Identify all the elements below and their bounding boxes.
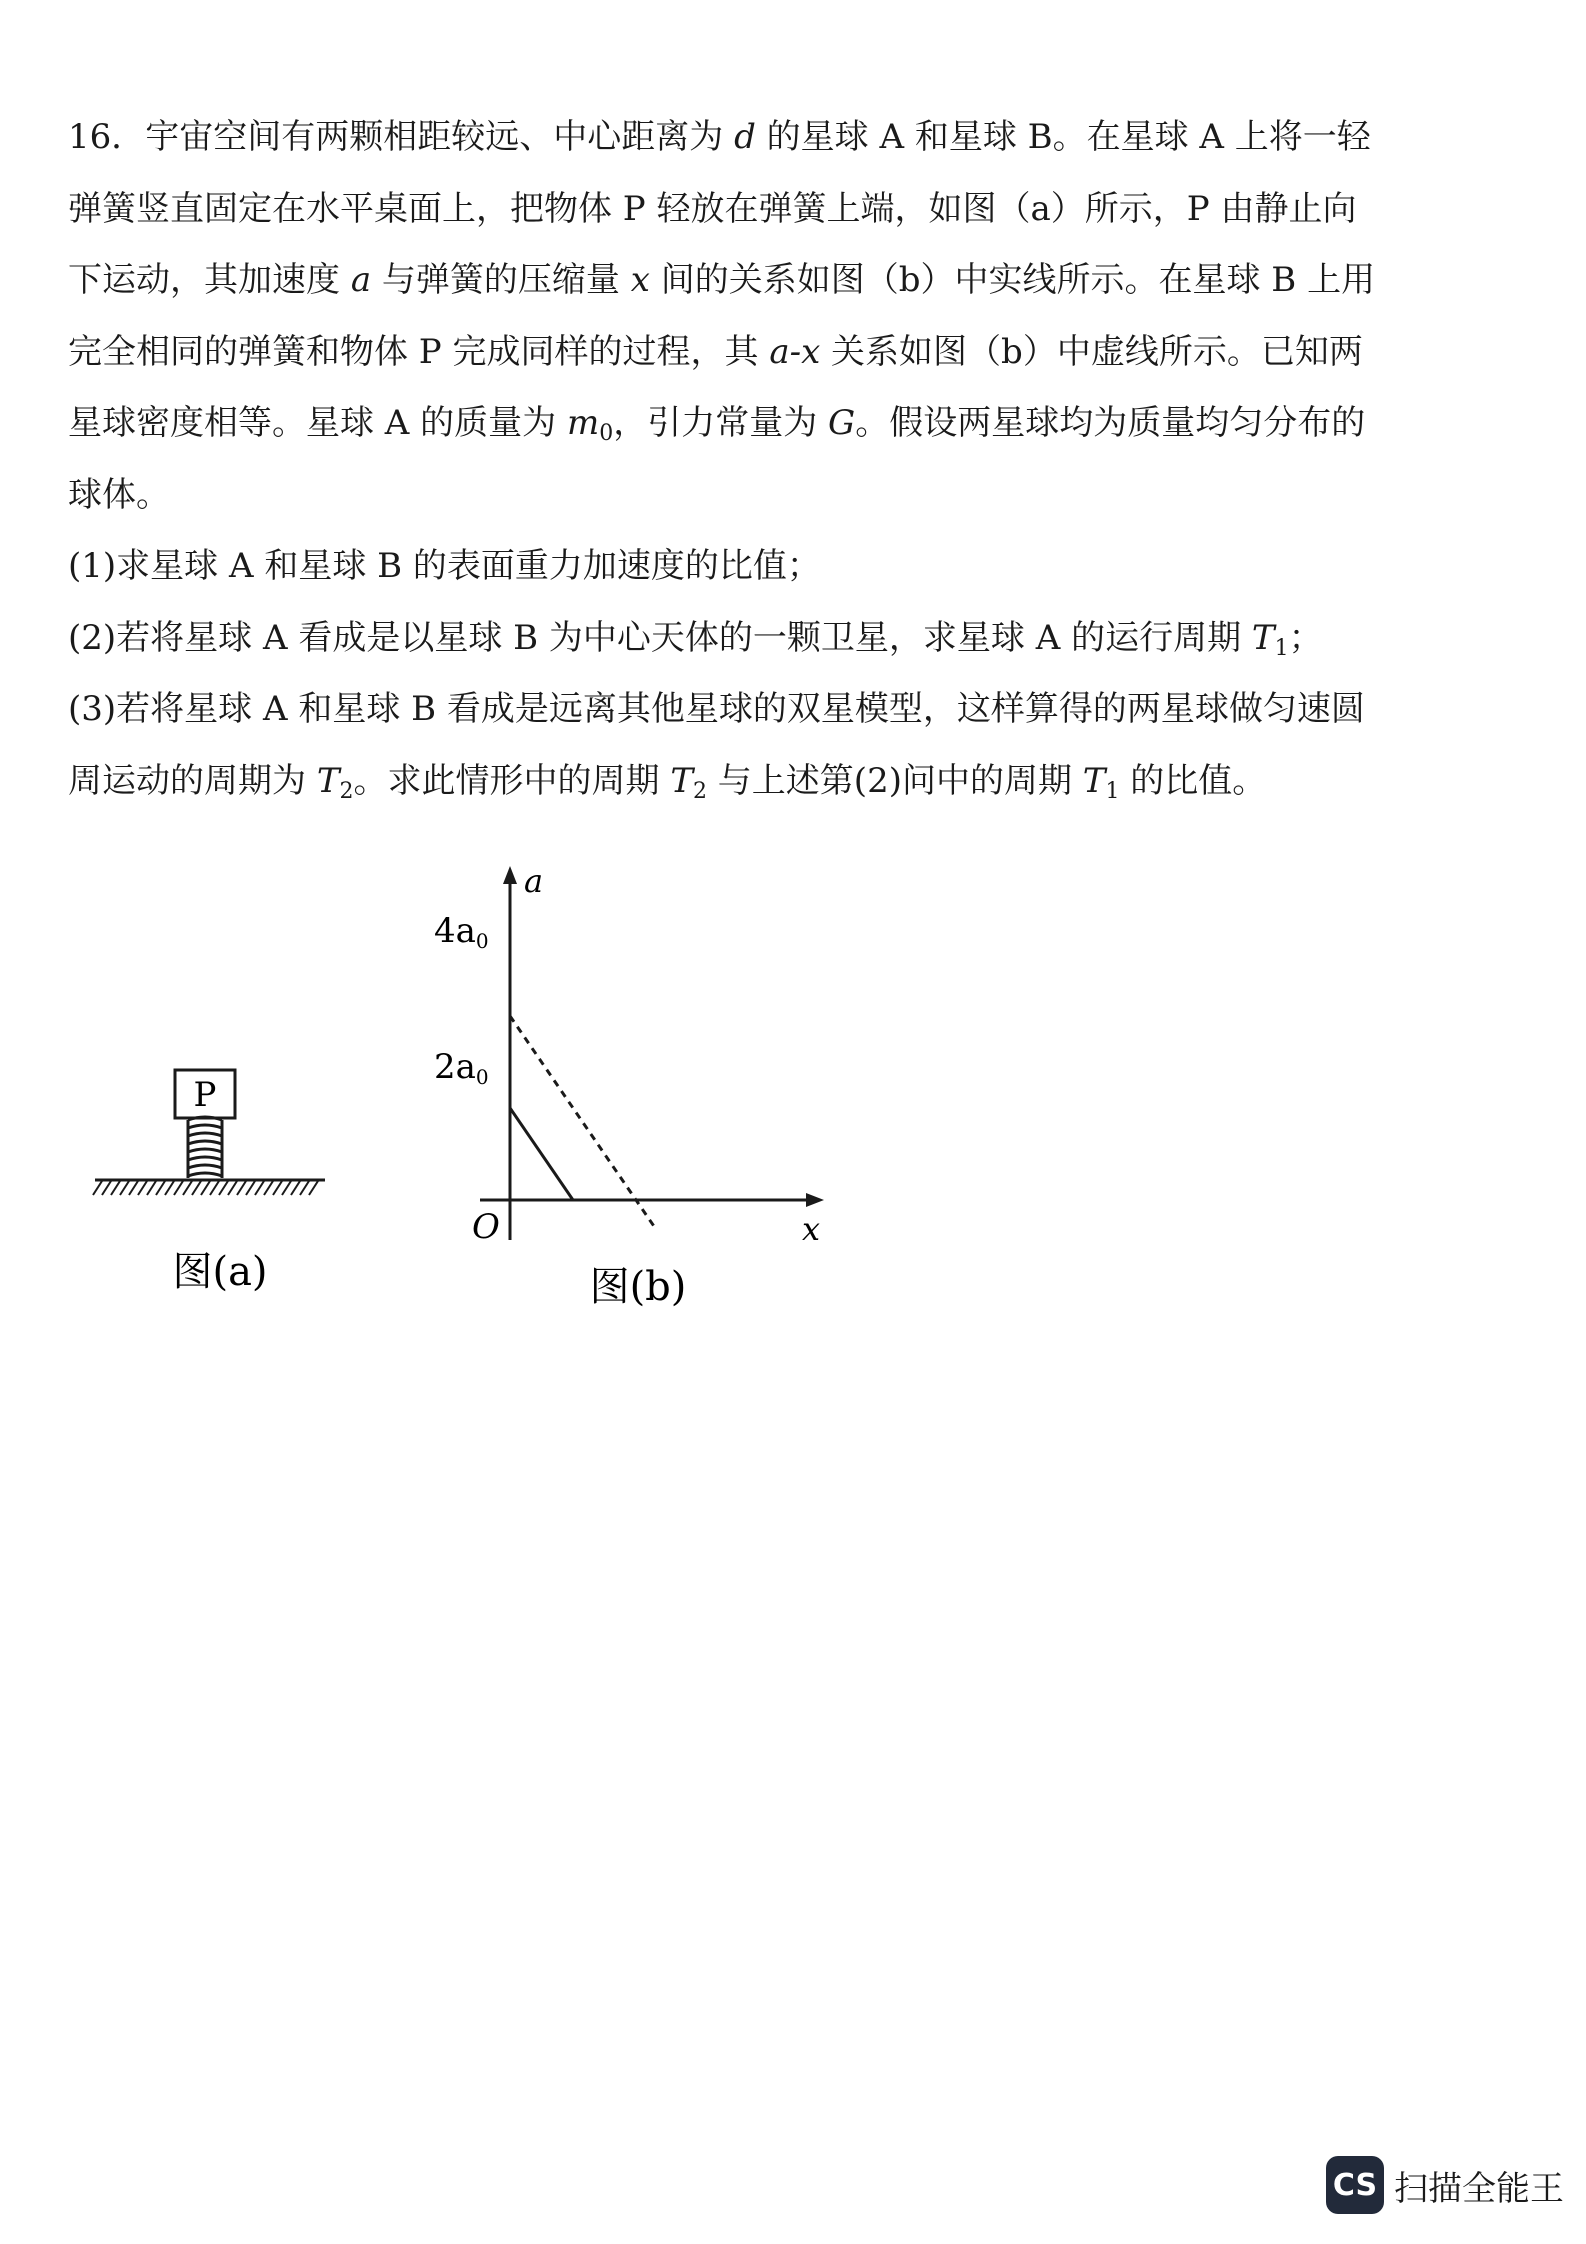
watermark [1326, 2154, 1564, 2216]
x-axis-arrow [806, 1193, 824, 1207]
y-axis-arrow [503, 866, 517, 884]
watermark-text: 扫描全能王 [1394, 2168, 1564, 2209]
block-p-label: P [193, 1075, 217, 1115]
problem-line: 弹簧竖直固定在水平桌面上，把物体 P 轻放在弹簧上端，如图（a）所示，P 由静止向 [68, 188, 1357, 229]
spring-icon [188, 1117, 222, 1178]
problem-line: 完全相同的弹簧和物体 P 完成同样的过程，其 a-x 关系如图（b）中虚线所示。已知两 [68, 331, 1363, 372]
tick-4a0: 4a0 [434, 911, 489, 953]
camscanner-logo-icon: CS [1326, 2156, 1384, 2214]
tick-2a0: 2a0 [434, 1047, 489, 1089]
dashed-line-planet-b [510, 1016, 655, 1228]
problem-line: (1)求星球 A 和星球 B 的表面重力加速度的比值； [68, 546, 821, 586]
problem-line: 星球密度相等。星球 A 的质量为 $m_0$，引力常量为 G。假设两星球均为质量均匀分布的 [68, 403, 1366, 446]
y-axis-label: a [524, 862, 544, 900]
origin-label: O [472, 1207, 500, 1247]
problem-line: 周运动的周期为 $T_2$。求此情形中的周期 $T_2$ 与上述第(2)问中的周期 $T_1$ 的比值。 [68, 760, 1267, 804]
figure-a [90, 1060, 350, 1310]
table-hatching [93, 1181, 318, 1195]
figure-a-caption: 图(a) [172, 1249, 268, 1295]
problem-line: 球体。 [68, 474, 170, 515]
solid-line-planet-a [510, 1108, 573, 1200]
figure-b [410, 860, 850, 1320]
figure-b-caption: 图(b) [589, 1264, 687, 1310]
problem-line: 16．宇宙空间有两颗相距较远、中心距离为 d 的星球 A 和星球 B。在星球 A 上将一轻 [68, 117, 1371, 157]
problem-line: 下运动，其加速度 a 与弹簧的压缩量 x 间的关系如图（b）中实线所示。在星球 B 上用 [68, 260, 1376, 300]
problem-line: (3)若将星球 A 和星球 B 看成是远离其他星球的双星模型，这样算得的两星球做匀速圆 [68, 689, 1365, 729]
problem-text [68, 117, 1376, 833]
x-axis-label: x [802, 1210, 821, 1248]
problem-line: (2)若将星球 A 看成是以星球 B 为中心天体的一颗卫星，求星球 A 的运行周期 $T_1$； [68, 617, 1323, 661]
